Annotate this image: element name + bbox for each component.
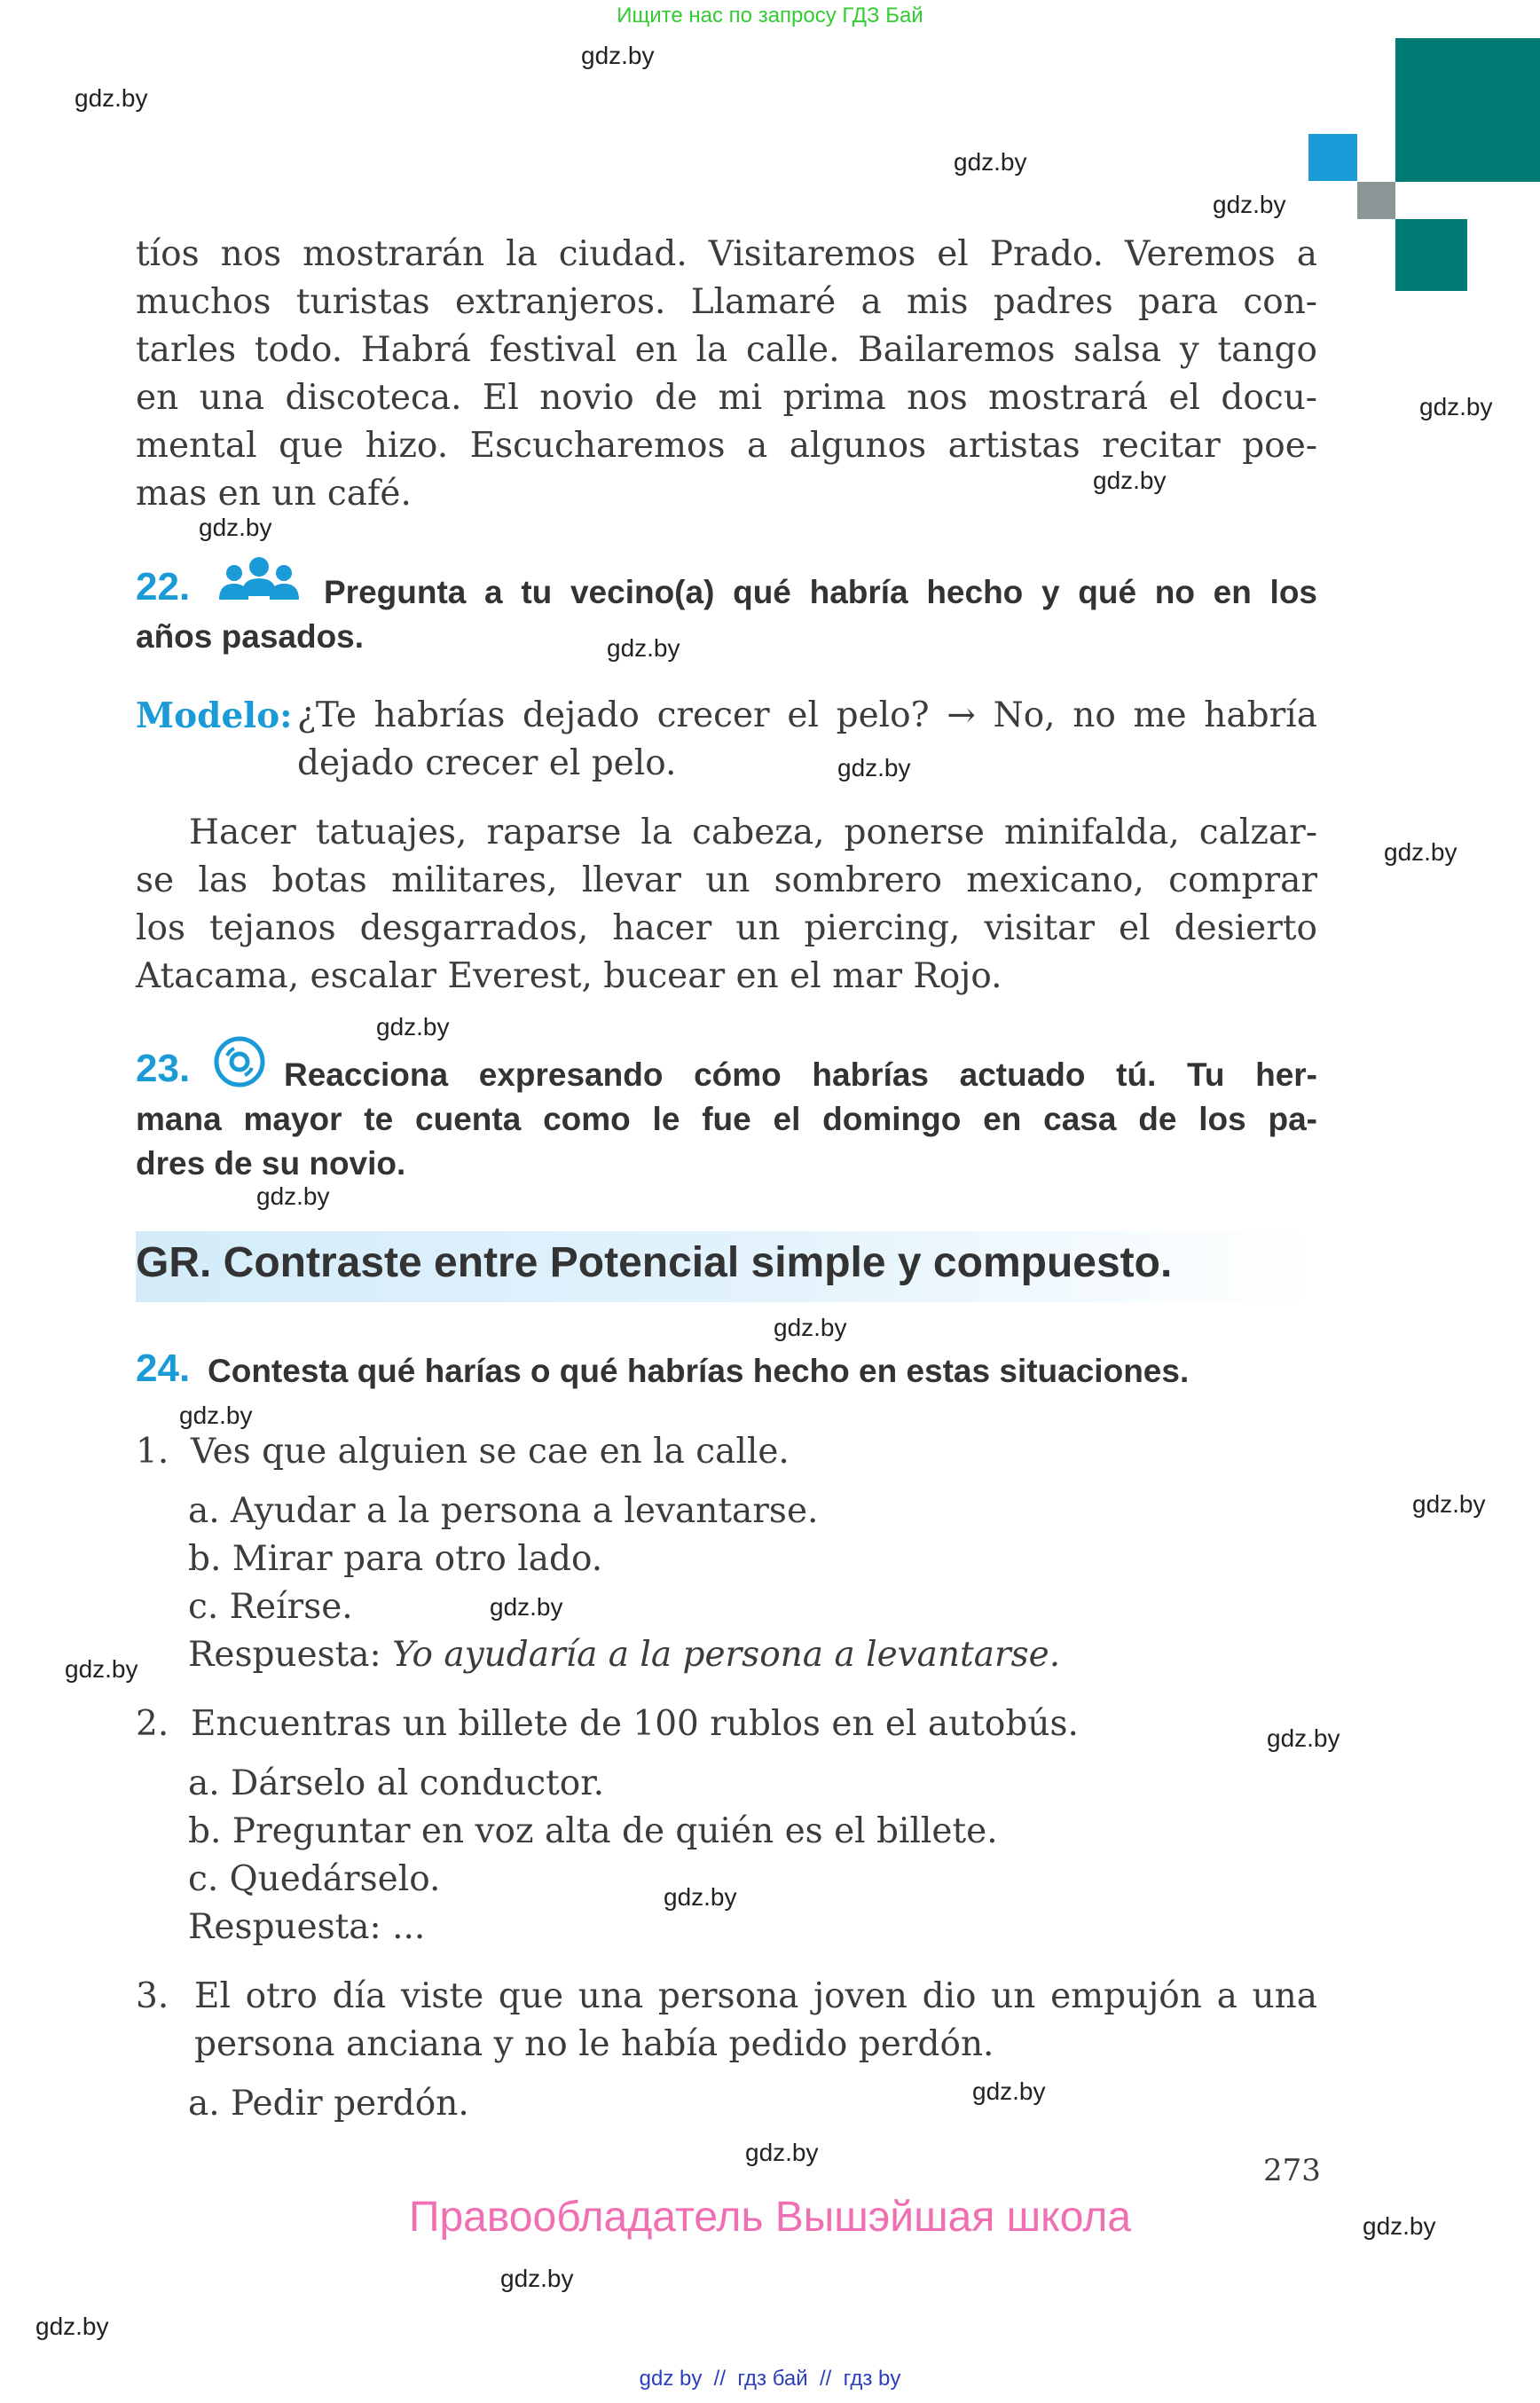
option-b: b. Mirar para otro lado.: [188, 1539, 603, 1579]
text-line: mana mayor te cuenta como le fue el domingo en casa de los pa-: [136, 1101, 1317, 1137]
exercise-body: [136, 809, 1317, 1001]
text-line: dejado crecer el pelo.: [297, 743, 677, 783]
text-line: tarles todo. Habrá festival en la calle. Bailaremos salsa y tango: [136, 330, 1317, 370]
text-line: Pregunta a tu vecino(a) qué habría hecho y qué no en los: [324, 574, 1317, 610]
option-a: a. Pedir perdón.: [188, 2084, 469, 2124]
option-c: c. Quedárselo.: [188, 1859, 441, 1899]
group-people-icon: [215, 555, 303, 607]
watermark: gdz.by: [1213, 191, 1286, 218]
text-line: dres de su novio.: [136, 1145, 406, 1182]
watermark: gdz.by: [1384, 838, 1458, 866]
watermark: gdz.by: [607, 634, 680, 662]
text-line: Reacciona expresando cómo habrías actuado tú. Tu her-: [284, 1056, 1317, 1093]
watermark: gdz.by: [1419, 393, 1493, 420]
option-b: b. Preguntar en voz alta de quién es el billete.: [188, 1811, 998, 1851]
model-text: [297, 692, 1317, 788]
top-banner: Ищите нас по запросу ГДЗ Бай: [617, 4, 923, 27]
answer-label: Respuesta:: [188, 1635, 381, 1675]
exercise-instruction: años pasados.: [136, 618, 365, 655]
decor-square-grey: [1357, 182, 1395, 219]
exercise-number: 22.: [136, 565, 191, 609]
decor-square-blue: [1308, 134, 1357, 181]
footer-links[interactable]: gdz by // гдз бай // гдз by: [639, 2367, 901, 2391]
watermark: gdz.by: [664, 1883, 737, 1911]
watermark: gdz.by: [65, 1655, 138, 1683]
audio-disc-icon: [213, 1036, 266, 1088]
question-1: 1. Ves que alguien se cae en la calle.: [136, 1432, 790, 1472]
question-3-number: 3.: [136, 1976, 169, 2016]
watermark: gdz.by: [1093, 467, 1167, 494]
exercise-instruction: [284, 1053, 1317, 1097]
watermark: gdz.by: [376, 1013, 450, 1041]
option-c: c. Reírse.: [188, 1587, 353, 1627]
intro-paragraph: [136, 231, 1317, 518]
page-number: 273: [1263, 2153, 1321, 2188]
watermark: gdz.by: [972, 2077, 1046, 2105]
exercise-instruction: [324, 570, 1317, 615]
watermark: gdz.by: [500, 2265, 574, 2292]
text-line: los tejanos desgarrados, hacer un piercing, visitar el desierto: [136, 908, 1317, 948]
text-line: muchos turistas extranjeros. Llamaré a mis padres para con-: [136, 282, 1317, 322]
text-line: El otro día viste que una persona joven dio un empujón a una: [194, 1976, 1317, 2016]
text-line: se las botas militares, llevar un sombrero mexicano, comprar: [136, 860, 1317, 900]
watermark: gdz.by: [199, 514, 272, 541]
exercise-instruction: Contesta qué harías o qué habrías hecho en estas situaciones.: [208, 1353, 1190, 1389]
decor-square-teal-small: [1395, 219, 1467, 291]
watermark: gdz.by: [954, 148, 1027, 176]
watermark: gdz.by: [1412, 1490, 1486, 1518]
answer-text: Yo ayudaría a la persona a levantarse.: [392, 1635, 1061, 1675]
watermark: gdz.by: [581, 42, 655, 69]
text-line: Atacama, escalar Everest, bucear en el mar Rojo.: [136, 956, 1002, 996]
watermark: gdz.by: [35, 2313, 109, 2340]
watermark: gdz.by: [1363, 2212, 1436, 2240]
watermark: gdz.by: [745, 2139, 819, 2166]
text-line: mental que hizo. Escucharemos a algunos artistas recitar poe-: [136, 426, 1317, 466]
model-label: Modelo:: [136, 695, 293, 736]
watermark: gdz.by: [179, 1402, 253, 1429]
text-line: ¿Te habrías dejado crecer el pelo? → No, no me habría: [297, 695, 1317, 735]
text-line: Hacer tatuajes, raparse la cabeza, ponerse minifalda, calzar-: [189, 813, 1317, 852]
answer-line: [188, 1631, 1060, 1679]
text-line: persona anciana y no le había pedido perdón.: [194, 2024, 994, 2064]
question-2: 2. Encuentras un billete de 100 rublos en el autobús.: [136, 1704, 1079, 1744]
watermark: gdz.by: [837, 754, 911, 781]
watermark: gdz.by: [1267, 1724, 1340, 1752]
decor-square-teal-large: [1395, 38, 1540, 182]
exercise-number: 23.: [136, 1047, 191, 1090]
option-a: a. Dárselo al conductor.: [188, 1763, 605, 1803]
watermark: gdz.by: [75, 84, 148, 112]
watermark: gdz.by: [256, 1182, 330, 1210]
question-3: [194, 1973, 1317, 2069]
exercise-number: 24.: [136, 1347, 191, 1390]
option-a: a. Ayudar a la persona a levantarse.: [188, 1491, 819, 1531]
answer-line: Respuesta: ...: [188, 1907, 426, 1947]
watermark: gdz.by: [490, 1593, 563, 1621]
exercise-instruction: [136, 1097, 1317, 1186]
text-line: en una discoteca. El novio de mi prima nos mostrará el docu-: [136, 378, 1317, 418]
text-line: mas en un café.: [136, 474, 412, 514]
grammar-heading: GR. Contraste entre Potencial simple y compuesto.: [136, 1239, 1173, 1286]
watermark: gdz.by: [774, 1314, 847, 1341]
copyright-notice: Правообладатель Вышэйшая школа: [408, 2194, 1132, 2241]
text-line: tíos nos mostrarán la ciudad. Visitaremos el Prado. Veremos a: [136, 234, 1317, 274]
